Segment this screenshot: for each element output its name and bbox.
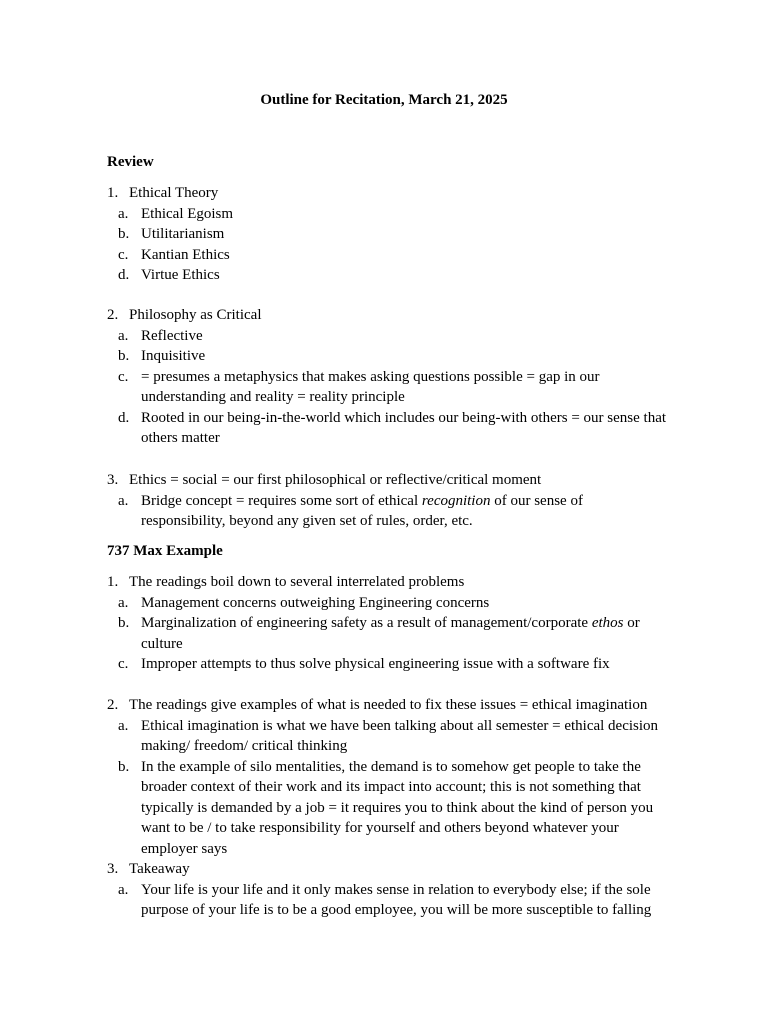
- review-item-2: [107, 305, 667, 449]
- sub-item: [118, 367, 667, 408]
- sub-text: Rooted in our being-in-the-world which includes our being-with others = our sense that others matter: [141, 409, 667, 446]
- item-text: Ethics = social = our first philosophical or reflective/critical moment: [129, 472, 542, 488]
- sub-text-emphasis: recognition: [421, 492, 491, 509]
- sub-item: [118, 654, 667, 675]
- max-item-3: [107, 859, 667, 921]
- max-item-1: [107, 572, 667, 675]
- sub-text: Virtue Ethics: [141, 267, 220, 283]
- sub-text-emphasis: ethos: [591, 615, 624, 631]
- document-title: Outline for Recitation, March 21, 2025: [260, 92, 508, 108]
- sub-list: [107, 716, 667, 860]
- sub-list: [107, 204, 667, 286]
- sub-text: Ethical Egoism: [141, 205, 234, 222]
- sub-item: [118, 346, 667, 367]
- item-number: 2.: [107, 697, 119, 713]
- sub-letter: b.: [118, 615, 130, 631]
- sub-item: [118, 593, 667, 614]
- sub-list: [107, 326, 667, 449]
- sub-text-part: Marginalization of engineering safety as a result of management/corporate: [141, 615, 592, 631]
- sub-item: [118, 204, 667, 225]
- sub-item: [118, 326, 667, 347]
- sub-letter: c.: [118, 656, 129, 672]
- sub-text: In the example of silo mentalities, the demand is to somehow get people to take the broader context of their work and its impact into account; this is not something that typically is demanded by a job = it requires you to think about the kind of person you want to be / to take responsibility for yourself and others beyond whatever your employer says: [141, 758, 654, 857]
- sub-letter: d.: [118, 409, 130, 426]
- sub-text: [141, 491, 667, 532]
- sub-list: [107, 593, 667, 675]
- sub-text: Reflective: [141, 327, 203, 344]
- sub-text: Kantian Ethics: [141, 246, 230, 263]
- sub-text-part: or culture: [141, 615, 640, 652]
- sub-list: [107, 880, 667, 921]
- sub-letter: d.: [118, 267, 130, 283]
- sub-text: Utilitarianism: [141, 226, 225, 242]
- item-text: The readings give examples of what is needed to fix these issues = ethical imagination: [129, 697, 648, 713]
- item-number: 3.: [107, 472, 119, 488]
- section-heading-review: Review: [107, 154, 154, 170]
- sub-letter: b.: [118, 226, 130, 242]
- sub-letter: a.: [118, 717, 129, 734]
- sub-letter: a.: [118, 594, 129, 611]
- sub-text: Inquisitive: [141, 348, 206, 364]
- max-item-2: [107, 695, 667, 859]
- sub-letter: c.: [118, 368, 129, 385]
- item-number: 2.: [107, 307, 119, 323]
- sub-item: [118, 613, 667, 654]
- sub-letter: c.: [118, 246, 129, 263]
- sub-item: [118, 757, 667, 860]
- sub-text: Improper attempts to thus solve physical engineering issue with a software fix: [141, 656, 610, 672]
- sub-text-part: of our sense of responsibility, beyond any given set of rules, order, etc.: [141, 492, 583, 529]
- sub-item: [118, 265, 667, 286]
- sub-text: Management concerns outweighing Engineering concerns: [141, 594, 490, 611]
- sub-text: Your life is your life and it only makes sense in relation to everybody else; if the sole purpose of your life is to be a good employee, you will be more susceptible to falling: [141, 881, 652, 918]
- sub-text: [141, 613, 667, 654]
- sub-letter: a.: [118, 881, 129, 898]
- item-number: 3.: [107, 861, 119, 877]
- review-item-3: [107, 470, 667, 532]
- item-text: Philosophy as Critical: [129, 307, 262, 323]
- sub-item: [118, 716, 667, 757]
- sub-text-part: Bridge concept = requires some sort of ethical: [141, 492, 422, 509]
- sub-item: [118, 245, 667, 266]
- section-heading-737-max: 737 Max Example: [107, 543, 223, 559]
- sub-list: [107, 491, 667, 532]
- sub-item: [118, 408, 667, 449]
- sub-item: [118, 491, 667, 532]
- sub-letter: b.: [118, 758, 130, 775]
- sub-text: Ethical imagination is what we have been talking about all semester = ethical decision making/ freedom/ critical thinking: [141, 717, 659, 754]
- review-item-1: [107, 183, 667, 286]
- sub-letter: a.: [118, 327, 129, 344]
- sub-letter: a.: [118, 205, 129, 222]
- item-text: The readings boil down to several interrelated problems: [129, 574, 465, 590]
- sub-item: [118, 224, 667, 245]
- sub-letter: b.: [118, 348, 130, 364]
- sub-text: = presumes a metaphysics that makes asking questions possible = gap in our understanding and reality = reality principle: [141, 368, 600, 405]
- item-number: 1.: [107, 185, 119, 201]
- sub-letter: a.: [118, 492, 129, 509]
- item-number: 1.: [107, 574, 119, 590]
- item-text: Takeaway: [129, 861, 190, 877]
- sub-item: [118, 880, 667, 921]
- item-text: Ethical Theory: [129, 185, 219, 201]
